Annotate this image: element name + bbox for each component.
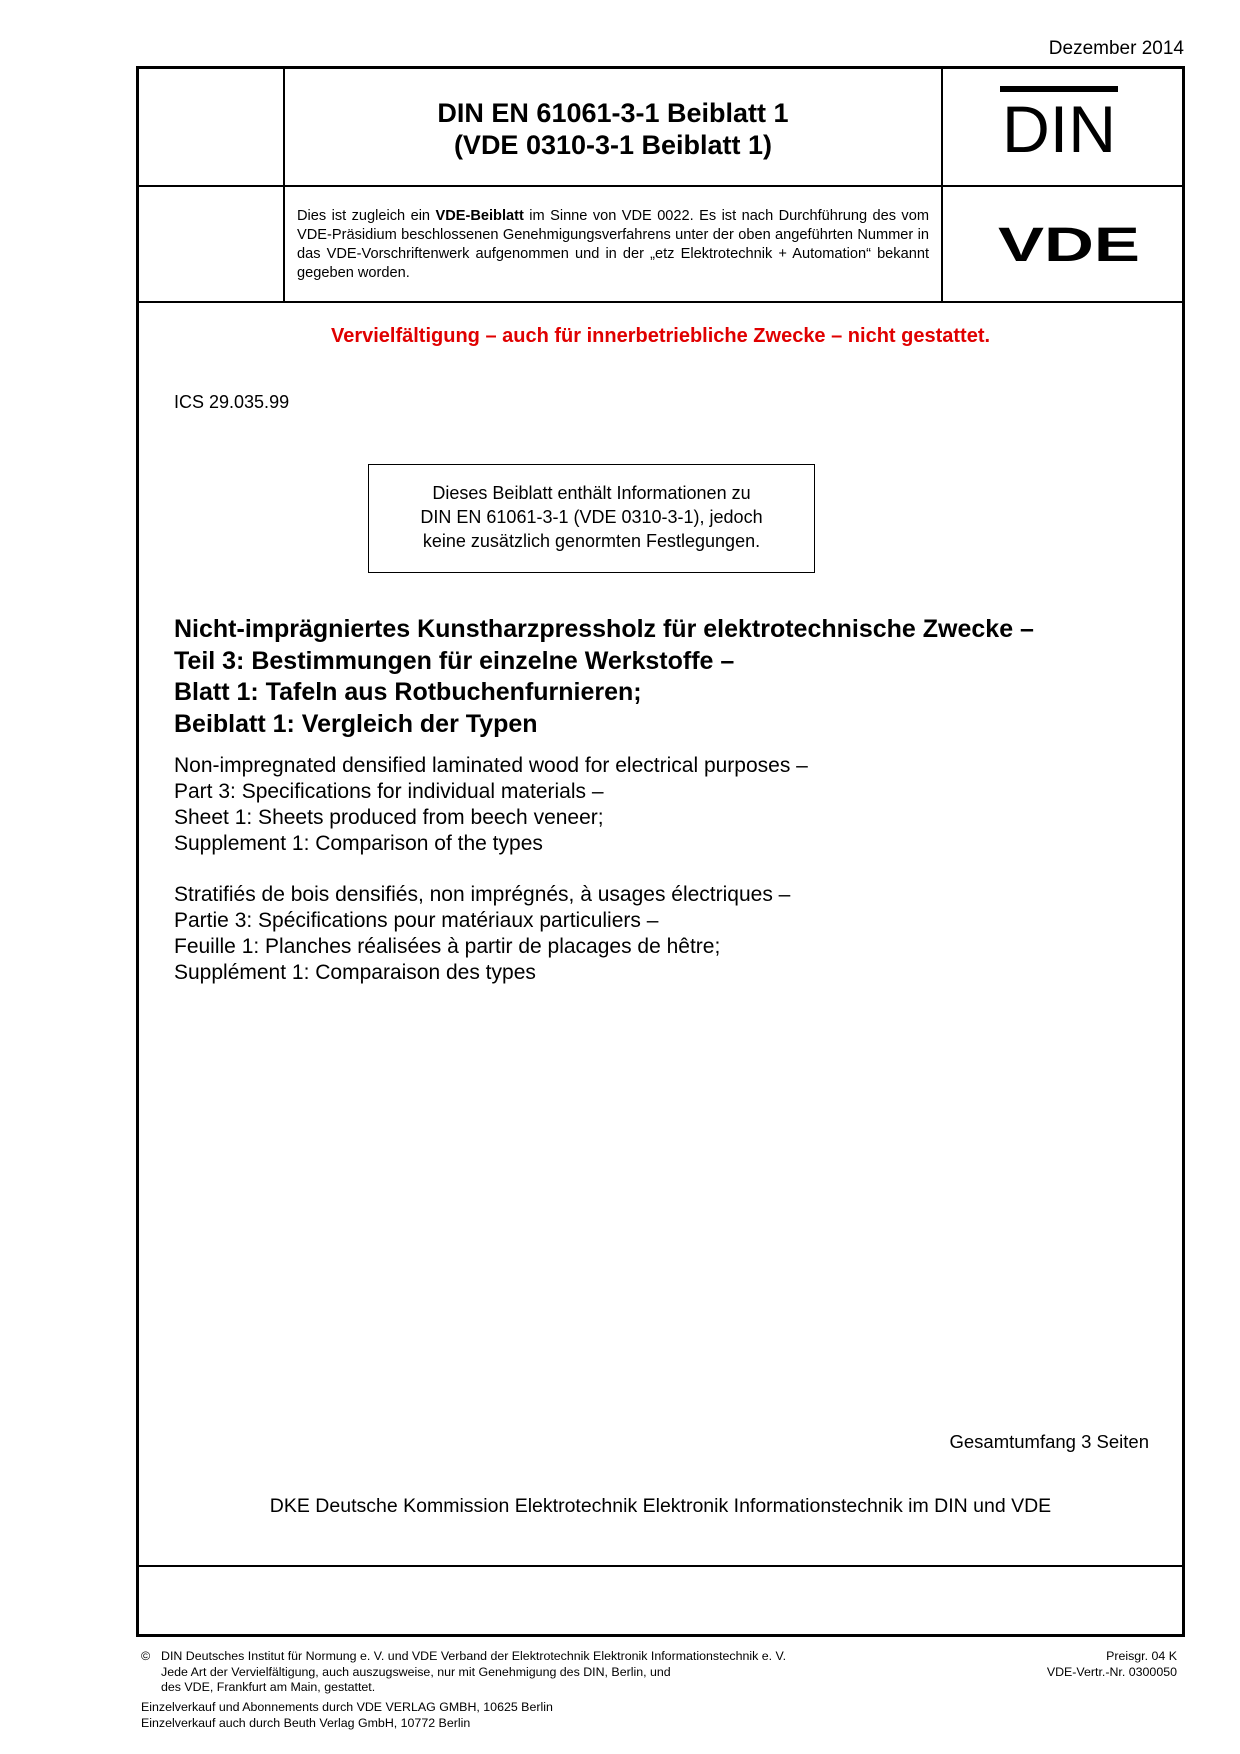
vde-contract-number: VDE-Vertr.-Nr. 0300050 (1046, 1664, 1177, 1679)
footer-reproduction-line2: des VDE, Frankfurt am Main, gestattet. (161, 1680, 376, 1694)
title-english-line2: Part 3: Specifications for individual materials – (174, 780, 604, 803)
title-german-line2: Teil 3: Bestimmungen für einzelne Werkstoffe – (174, 646, 735, 675)
title-german-line1: Nicht-imprägniertes Kunstharzpressholz für elektrotechnische Zwecke – (174, 615, 1034, 643)
document-number-line1: DIN EN 61061-3-1 Beiblatt 1 (437, 98, 789, 128)
din-logo-icon (999, 85, 1119, 159)
document-number-line2: (VDE 0310-3-1 Beiblatt 1) (453, 130, 773, 160)
vde-note-bold: VDE-Beiblatt (435, 208, 524, 224)
title-french-line1: Stratifiés de bois densifiés, non imprégnés, à usages électriques – (174, 883, 791, 906)
din-logo-text: DIN (1002, 92, 1116, 159)
vde-note-text-after: im Sinne von VDE 0022. Es ist nach Durchführung des vom VDE-Präsidium beschlossenen Genehmigungsverfahrens unter der oben angeführten Nummer in das VDE-Vorschriftenwerk aufgenommen und in der „etz Elektrotechnik + Automation“ bekannt gegeben worden. (297, 208, 929, 281)
footer-copyright-line: DIN Deutsches Institut für Normung e. V. und VDE Verband der Elektrotechnik Elektronik Informationstechnik e. V. (161, 1649, 787, 1663)
price-group: Preisgr. 04 K (1106, 1649, 1177, 1663)
footer-reproduction-line: Jede Art der Vervielfältigung, auch auszugsweise, nur mit Genehmigung des DIN, Berlin, und (161, 1664, 671, 1679)
vde-logo-text: VDE (998, 219, 1140, 267)
title-english (174, 753, 808, 857)
frame-bottom-divider (139, 1565, 1182, 1567)
title-english-line1: Non-impregnated densified laminated wood for electrical purposes – (174, 754, 808, 777)
ics-code: ICS 29.035.99 (174, 392, 290, 412)
title-french-line3: Feuille 1: Planches réalisées à partir de placages de hêtre; (174, 935, 721, 958)
footer-sales-line: Einzelverkauf und Abonnements durch VDE VERLAG GMBH, 10625 Berlin (141, 1700, 553, 1714)
vde-logo-icon (969, 217, 1169, 267)
info-box-line1: Dieses Beiblatt enthält Informationen zu (432, 483, 751, 503)
column-divider (941, 69, 943, 185)
title-german-line3: Blatt 1: Tafeln aus Rotbuchenfurnieren; (174, 678, 642, 706)
header-title-row (139, 69, 1182, 187)
document-frame (136, 66, 1185, 1637)
header-note-row (139, 187, 1182, 303)
dke-statement: DKE Deutsche Kommission Elektrotechnik Elektronik Informationstechnik im DIN und VDE (269, 1495, 1052, 1517)
info-box (368, 464, 815, 573)
footer-sales-line2: Einzelverkauf auch durch Beuth Verlag GmbH, 10772 Berlin (141, 1715, 471, 1730)
copy-warning: Vervielfältigung – auch für innerbetriebliche Zwecke – nicht gestattet. (330, 325, 991, 347)
title-french-line2: Partie 3: Spécifications pour matériaux particuliers – (174, 909, 659, 932)
copyright-icon: © (141, 1649, 151, 1663)
title-english-line3: Sheet 1: Sheets produced from beech veneer; (174, 806, 604, 829)
vde-supplement-note (297, 207, 929, 283)
title-german (174, 614, 1034, 740)
publication-date: Dezember 2014 (1048, 38, 1184, 59)
column-divider (283, 187, 285, 301)
column-divider (941, 187, 943, 301)
vde-note-text-before: Dies ist zugleich ein (297, 208, 436, 224)
total-pages: Gesamtumfang 3 Seiten (949, 1431, 1149, 1452)
title-french (174, 882, 790, 986)
info-box-line2: DIN EN 61061-3-1 (VDE 0310-3-1), jedoch (420, 507, 763, 527)
title-english-line4: Supplement 1: Comparison of the types (174, 832, 543, 855)
title-french-line4: Supplément 1: Comparaison des types (174, 961, 536, 984)
document-number (285, 97, 941, 161)
info-box-line3: keine zusätzlich genormten Festlegungen. (422, 531, 761, 551)
title-german-line4: Beiblatt 1: Vergleich der Typen (174, 709, 538, 738)
